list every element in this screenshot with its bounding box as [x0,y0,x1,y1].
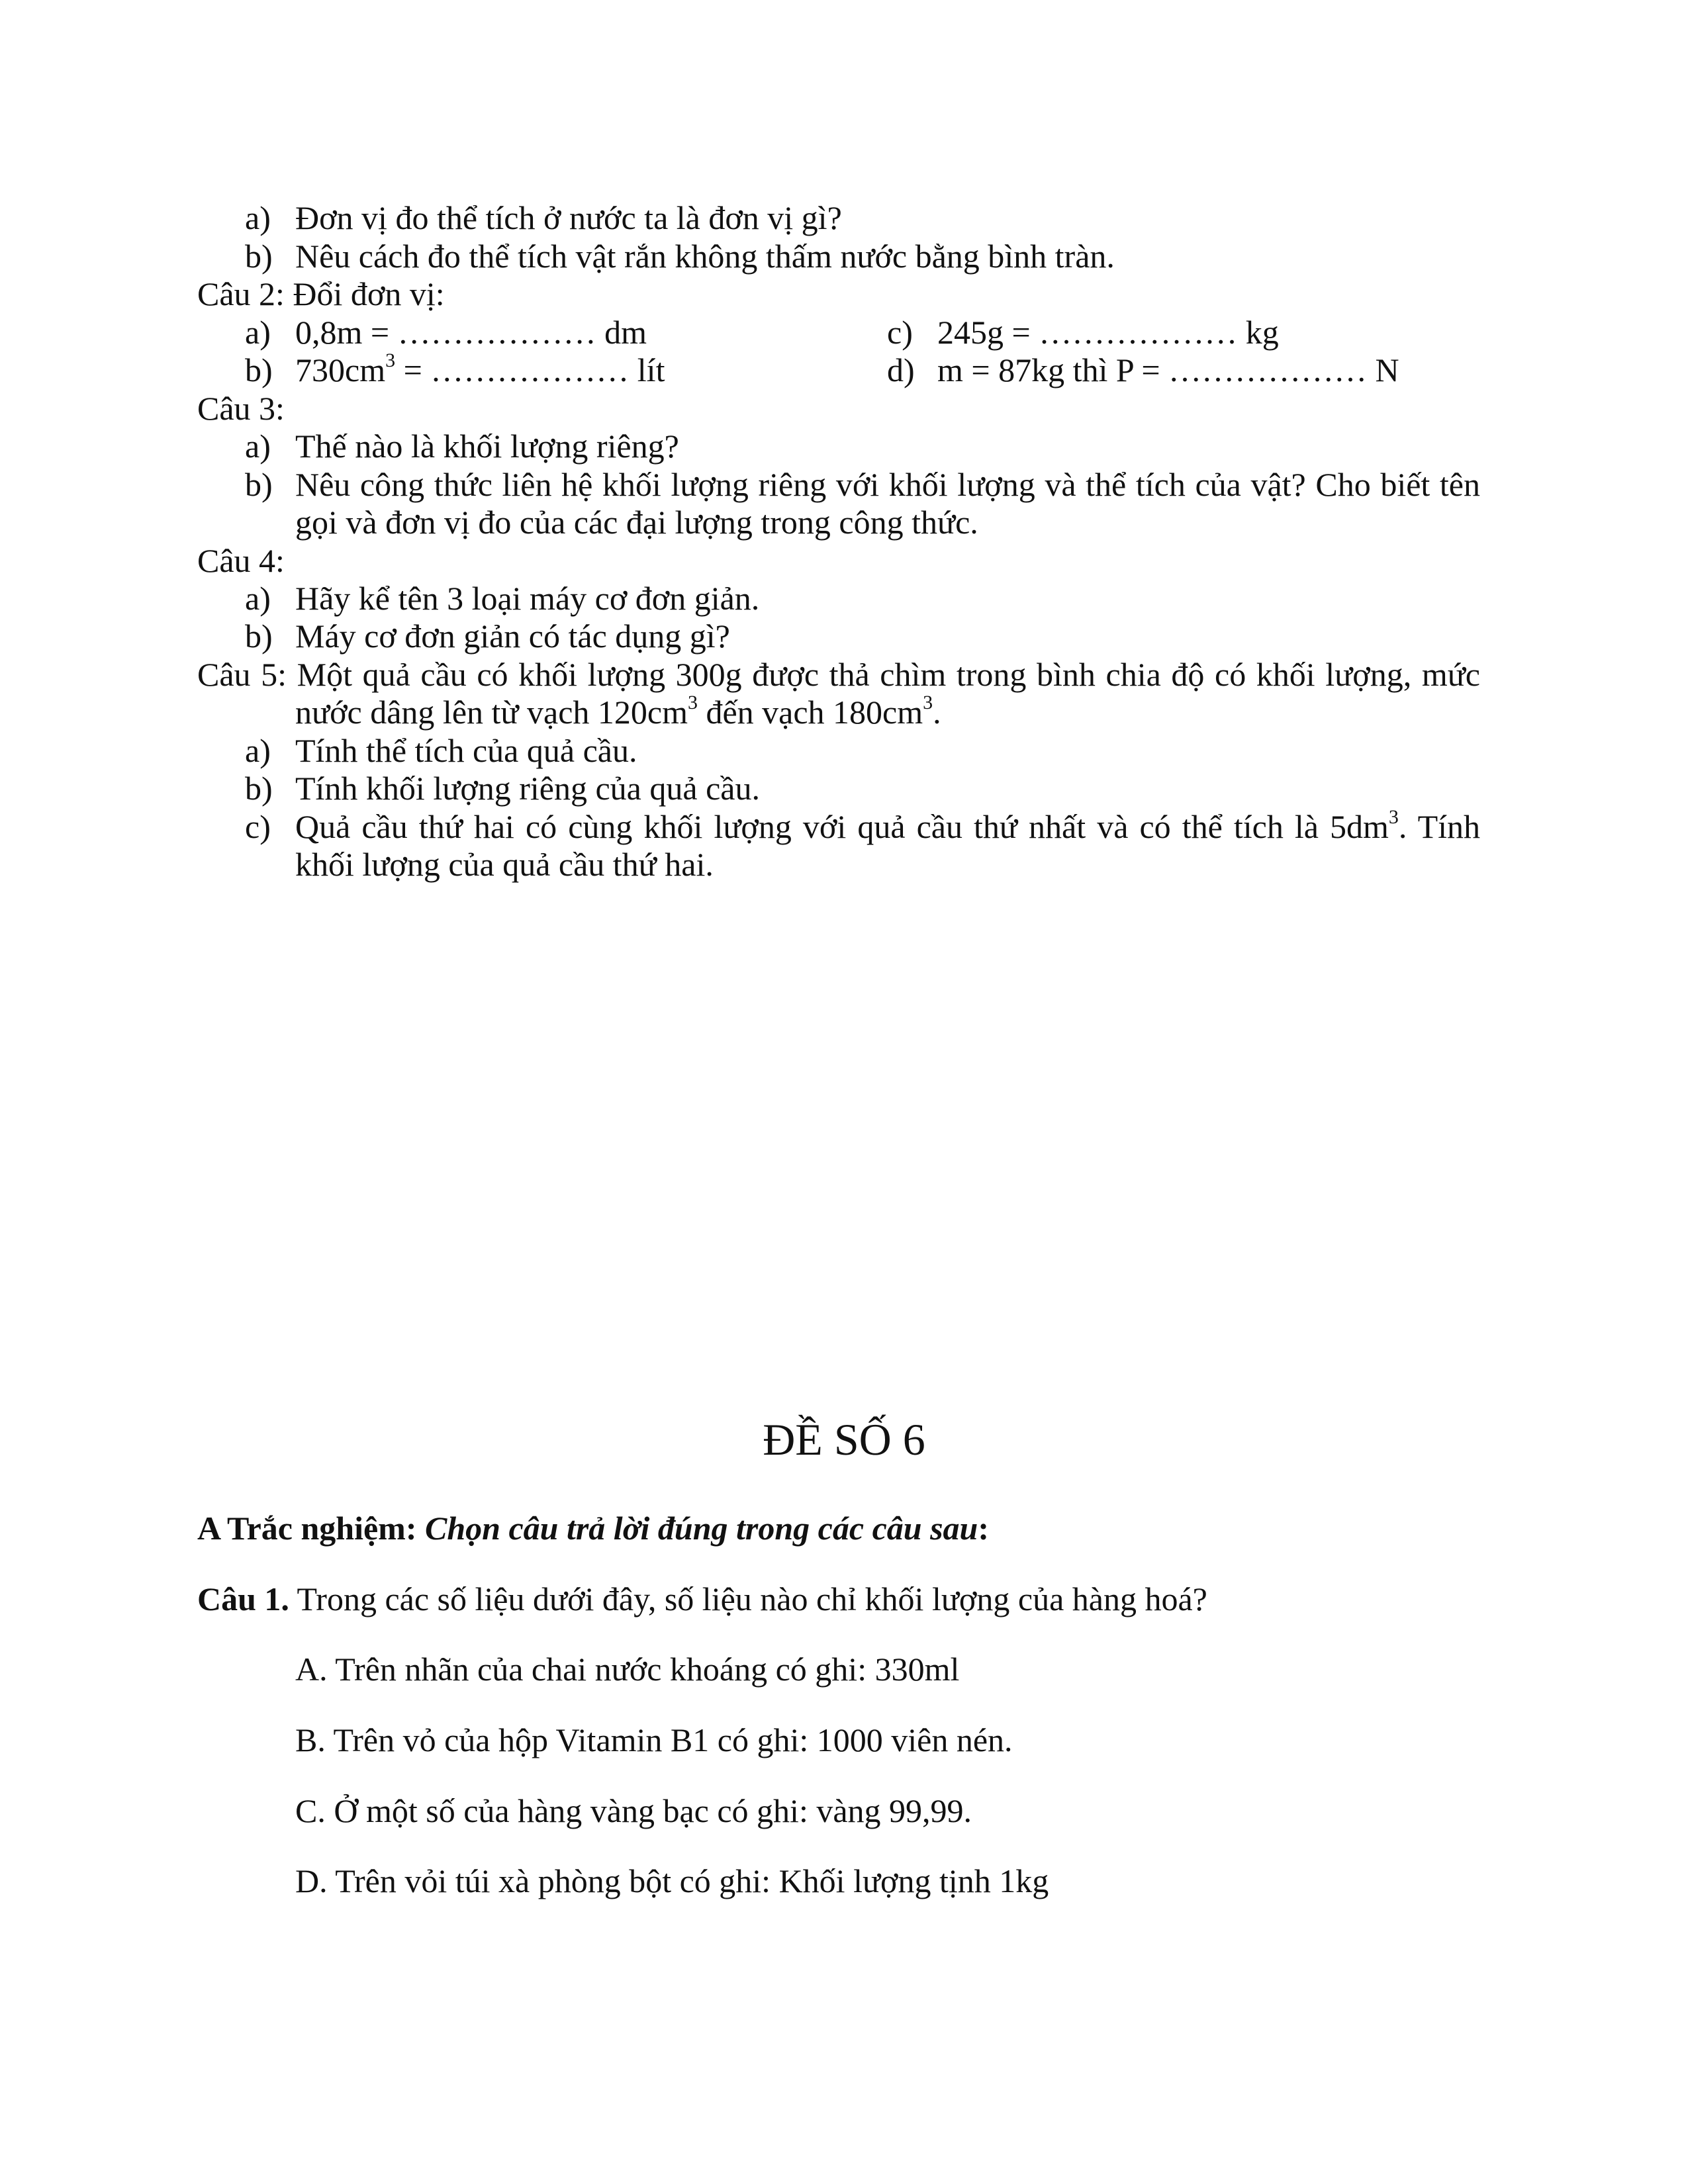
q5-line2: nước dâng lên từ vạch $120cm^3$ đến vạch $180cm^3$. [295,692,941,731]
section-heading: A Trắc nghiệm: Chọn câu trả lời đúng trong các câu sau: [197,1510,989,1547]
q5-a-label: a) [245,732,271,769]
q5-line1: Câu 5: Một quả cầu có khối lượng 300g được thả chìm trong bình chia độ có khối lượng, mức [197,656,1480,693]
q4-a-text: Hãy kể tên 3 loại máy cơ đơn giản. [295,580,760,617]
q3-title: Câu 3: [197,390,285,427]
q2-c-label: c) [887,314,913,351]
option-a: A. Trên nhãn của chai nước khoáng có ghi: 330ml [295,1651,960,1688]
q2-b-text: $730cm^3$ = ……………… lít [295,349,665,388]
q2-c-text: 245g = ……………… kg [937,314,1279,351]
q3-a-text: Thế nào là khối lượng riêng? [295,428,679,465]
q3-b-label: b) [245,466,273,503]
q2-d-text: m = 87kg thì P = ……………… N [937,351,1399,388]
q5-c-line2: khối lượng của quả cầu thứ hai. [295,846,714,883]
q5-c-label: c) [245,808,271,845]
option-d: D. Trên vỏi túi xà phòng bột có ghi: Khối lượng tịnh 1kg [295,1862,1049,1899]
q1-a-text: Đơn vị đo thể tích ở nước ta là đơn vị gì? [295,199,842,236]
exam-title: ĐỀ SỐ 6 [763,1414,925,1465]
q4-a-label: a) [245,580,271,617]
q1-b-label: b) [245,238,273,275]
q4-b-label: b) [245,617,273,655]
q3-a-label: a) [245,428,271,465]
q5-c-line1: Quả cầu thứ hai có cùng khối lượng với quả cầu thứ nhất và có thể tích là $5dm^3$. Tính [295,806,1481,845]
option-b: B. Trên vỏ của hộp Vitamin B1 có ghi: 1000 viên nén. [295,1721,1013,1758]
q2-a-text: 0,8m = ……………… dm [295,314,647,351]
q1-a-label: a) [245,199,271,236]
q2-b-label: b) [245,351,273,388]
option-c: C. Ở một số của hàng vàng bạc có ghi: vàng 99,99. [295,1792,972,1829]
exam6-q1: Câu 1. Trong các số liệu dưới đây, số liệu nào chỉ khối lượng của hàng hoá? [197,1580,1207,1617]
q5-b-text: Tính khối lượng riêng của quả cầu. [295,770,760,807]
q3-b-line1: Nêu công thức liên hệ khối lượng riêng với khối lượng và thể tích của vật? Cho biết tên [295,466,1480,503]
q1-b-text: Nêu cách đo thể tích vật rắn không thấm nước bằng bình tràn. [295,238,1115,275]
q5-a-text: Tính thể tích của quả cầu. [295,732,637,769]
q4-title: Câu 4: [197,542,285,579]
q2-a-label: a) [245,314,271,351]
q2-d-label: d) [887,351,915,388]
q2-title: Câu 2: Đổi đơn vị: [197,275,445,312]
q5-b-label: b) [245,770,273,807]
q3-b-line2: gọi và đơn vị đo của các đại lượng trong công thức. [295,504,978,541]
q4-b-text: Máy cơ đơn giản có tác dụng gì? [295,617,730,655]
